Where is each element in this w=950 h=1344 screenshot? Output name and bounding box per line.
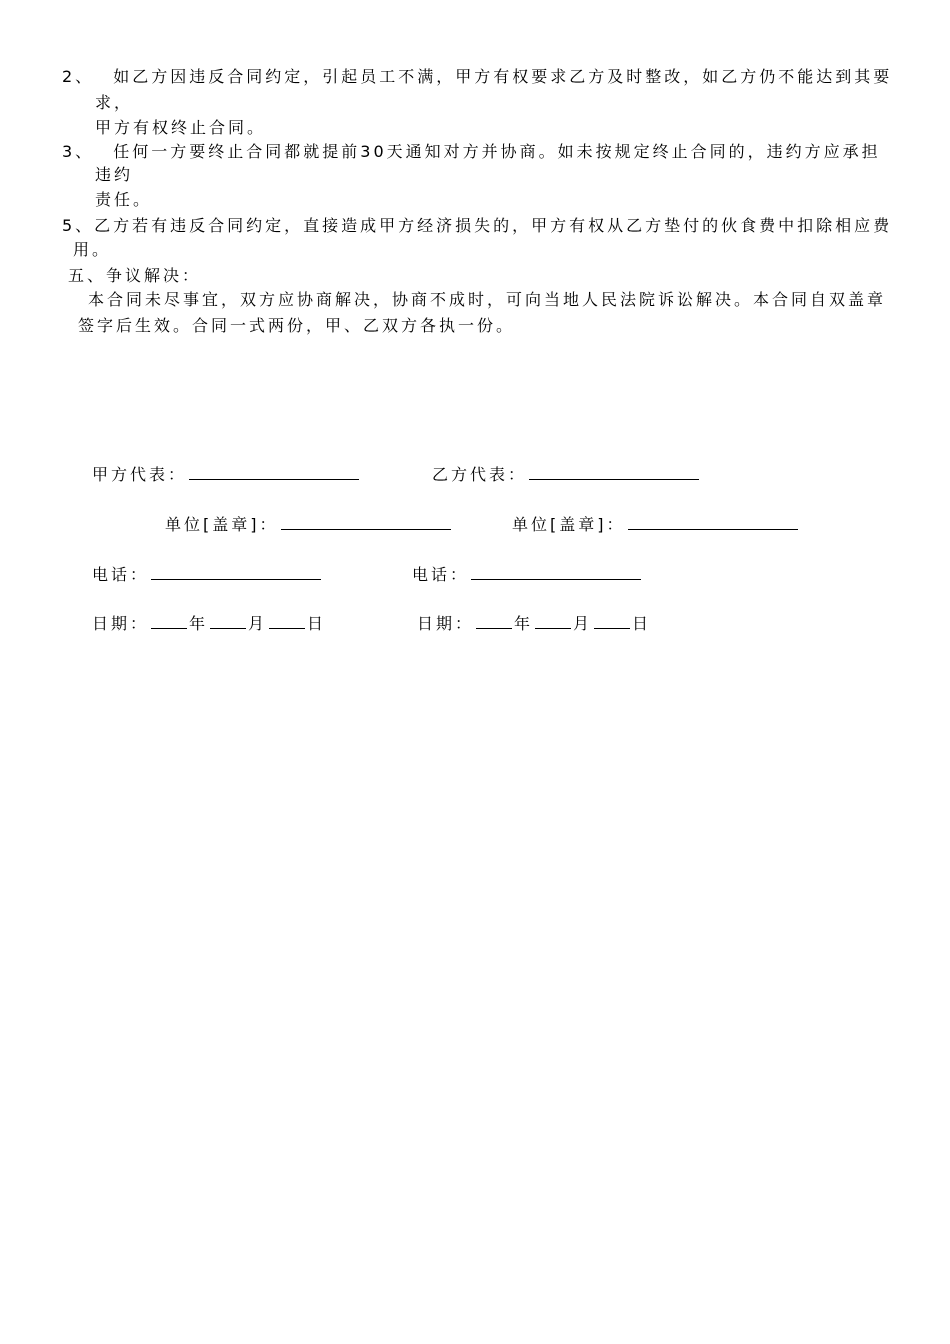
phone-a-blank[interactable] bbox=[151, 563, 321, 580]
clause-3-line-3: 责任。 bbox=[95, 190, 153, 209]
clause-2-line-1: 2、 如乙方因违反合同约定，引起员工不满，甲方有权要求乙方及时整改，如乙方仍不能达到其要 bbox=[62, 67, 893, 86]
clause-3-line-1: 3、 任何一方要终止合同都就提前30天通知对方并协商。如未按规定终止合同的，违约方应承担 bbox=[62, 142, 881, 161]
date-a-month-blank[interactable] bbox=[210, 612, 246, 629]
date-b-field bbox=[417, 612, 651, 635]
unit-seal-b-field bbox=[512, 513, 800, 536]
phone-b-label: 电话： bbox=[412, 565, 470, 584]
clause-2-line-3: 甲方有权终止合同。 bbox=[95, 118, 267, 137]
clause-2-line-2: 求， bbox=[95, 93, 134, 112]
date-b-month-unit: 月 bbox=[573, 614, 593, 633]
unit-seal-a-field bbox=[165, 513, 453, 536]
dispute-line-2: 签字后生效。合同一式两份，甲、乙双方各执一份。 bbox=[78, 316, 516, 335]
unit-seal-a-label: 单位[盖章]： bbox=[165, 515, 279, 534]
date-a-field bbox=[92, 612, 326, 635]
unit-seal-b-label: 单位[盖章]： bbox=[512, 515, 626, 534]
date-b-label: 日期： bbox=[417, 614, 475, 633]
unit-seal-b-blank[interactable] bbox=[628, 513, 798, 530]
party-a-rep-label: 甲方代表： bbox=[92, 465, 188, 484]
party-b-rep-blank[interactable] bbox=[529, 463, 699, 480]
party-a-rep-field bbox=[92, 463, 361, 486]
date-b-month-blank[interactable] bbox=[535, 612, 571, 629]
date-b-day-blank[interactable] bbox=[594, 612, 630, 629]
party-b-rep-label: 乙方代表： bbox=[432, 465, 528, 484]
clause-5-line-1: 5、乙方若有违反合同约定，直接造成甲方经济损失的，甲方有权从乙方垫付的伙食费中扣除相应费 bbox=[62, 216, 893, 235]
phone-b-blank[interactable] bbox=[471, 563, 641, 580]
date-b-day-unit: 日 bbox=[632, 614, 652, 633]
date-b-year-unit: 年 bbox=[514, 614, 534, 633]
date-b-year-blank[interactable] bbox=[476, 612, 512, 629]
party-b-rep-field bbox=[432, 463, 701, 486]
party-a-rep-blank[interactable] bbox=[189, 463, 359, 480]
phone-a-field bbox=[92, 563, 323, 586]
date-a-day-unit: 日 bbox=[307, 614, 327, 633]
clause-3-line-2: 违约 bbox=[95, 165, 134, 184]
clause-5-line-2: 用。 bbox=[73, 240, 112, 259]
unit-seal-a-blank[interactable] bbox=[281, 513, 451, 530]
date-a-month-unit: 月 bbox=[248, 614, 268, 633]
dispute-line-1: 本合同未尽事宜，双方应协商解决，协商不成时，可向当地人民法院诉讼解决。本合同自双盖章 bbox=[88, 290, 887, 309]
date-a-day-blank[interactable] bbox=[269, 612, 305, 629]
phone-a-label: 电话： bbox=[92, 565, 150, 584]
date-a-year-blank[interactable] bbox=[151, 612, 187, 629]
phone-b-field bbox=[412, 563, 643, 586]
date-a-year-unit: 年 bbox=[189, 614, 209, 633]
dispute-heading: 五、争议解决： bbox=[68, 266, 202, 285]
date-a-label: 日期： bbox=[92, 614, 150, 633]
